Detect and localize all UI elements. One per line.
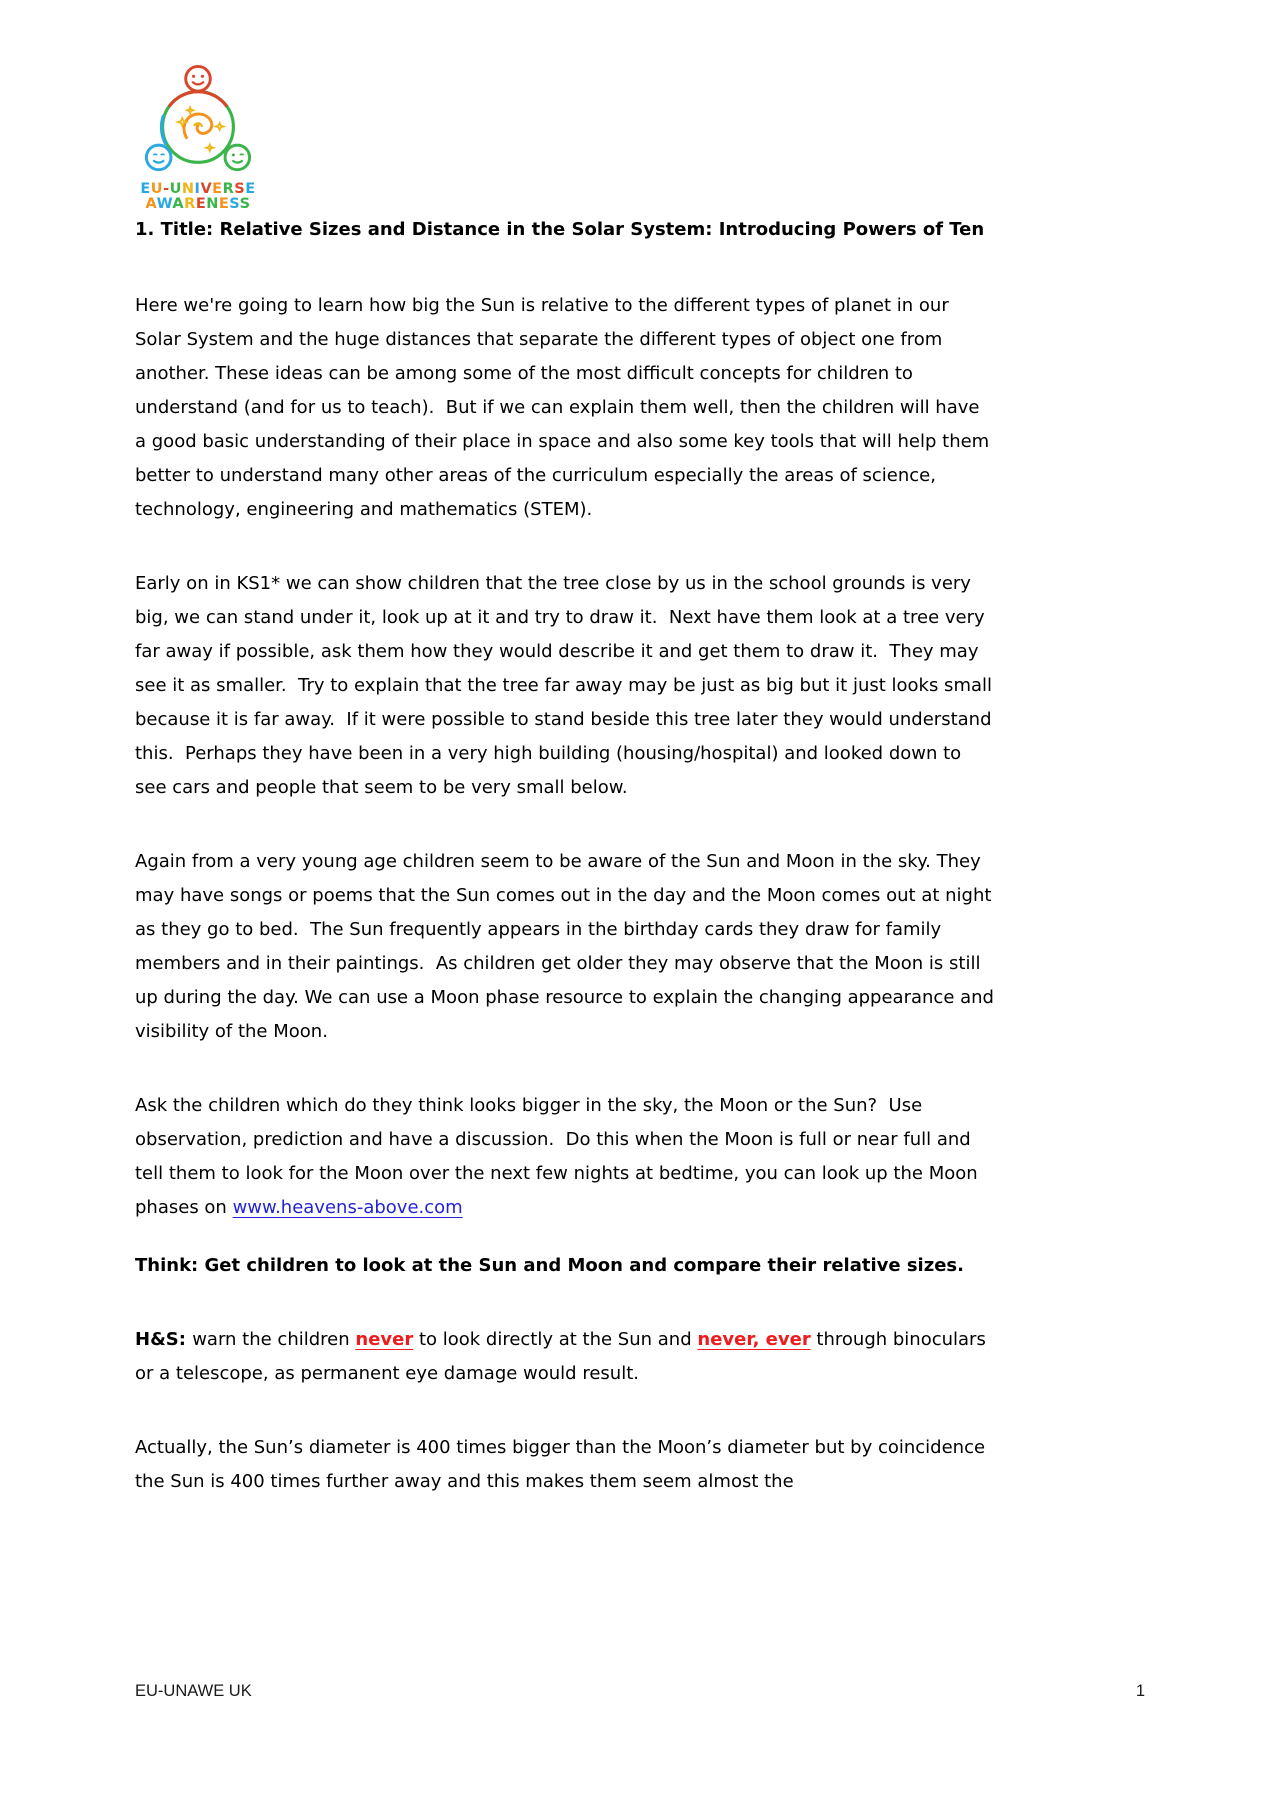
text-run: to look directly at the Sun and: [413, 1329, 698, 1350]
logo-letter: A: [172, 196, 185, 212]
logo-letter: E: [140, 181, 151, 197]
logo-letter: E: [212, 181, 223, 197]
document-title: 1. Title: Relative Sizes and Distance in the Solar System: Introducing Powers of Ten: [135, 219, 985, 240]
heavens-above-link[interactable]: www.heavens-above.com: [232, 1197, 463, 1218]
footer-organisation: EU-UNAWE UK: [135, 1682, 252, 1700]
text-run: Here we're going to learn how big the Sun is relative to the different types of planet in our Solar System and the huge distances that separate the different types of object one from another. These ideas can be among some of the most difficult concepts for children to understand (and for us to teach). But if we can explain them well, then the children will have a good basic understanding of their place in space and also some key tools that will help them better to understand many other areas of the curriculum especially the areas of science, technology, engineering and mathematics (STEM).: [135, 295, 995, 520]
sun-moon-awareness-paragraph: [135, 845, 1000, 1049]
text-run: warn the children: [192, 1329, 356, 1350]
logo-wordmark-line2: [133, 197, 263, 212]
logo-letter: S: [229, 196, 240, 212]
footer-page-number: 1: [1135, 1682, 1145, 1700]
logo-letter: E: [245, 181, 256, 197]
logo-smiley-top-icon: [186, 66, 211, 91]
logo-letter: U: [150, 181, 164, 197]
logo-letter: S: [234, 181, 246, 197]
text-run: never, ever: [697, 1329, 811, 1350]
document-body: [135, 213, 1000, 1539]
text-run: through binoculars or a telescope, as permanent eye damage would result.: [135, 1329, 992, 1384]
logo-letter: E: [218, 196, 230, 212]
text-run: Actually, the Sun’s diameter is 400 times bigger than the Moon’s diameter but by coincidence the Sun is 400 times further away and this makes them seem almost the: [135, 1437, 991, 1492]
logo-letter: V: [200, 181, 213, 197]
think-paragraph: [135, 1249, 995, 1283]
ask-children-paragraph: [135, 1089, 995, 1225]
text-run: Think: Get children to look at the Sun and Moon and compare their relative sizes.: [135, 1255, 964, 1276]
logo-smiley-right-icon: [225, 145, 250, 170]
text-run: Again from a very young age children seem to be aware of the Sun and Moon in the sky. They may have songs or poems that the Sun comes out in the day and the Moon comes out at night as they go to bed. The Sun frequently appears in the birthday cards they draw for family members and in their paintings. As children get older they may observe that the Moon is still up during the day. We can use a Moon phase resource to explain the changing appearance and visibility of the Moon.: [135, 851, 1000, 1042]
text-run: Early on in KS1* we can show children that the tree close by us in the school grounds is very big, we can stand under it, look up at it and try to draw it. Next have them look at a tree very far away if possible, ask them how they would describe it and get them to draw it. They may see it as smaller. Try to explain that the tree far away may be just as big but it just looks small because it is far away. If it were possible to stand beside this tree later they would understand this. Perhaps they have been in a very high building (housing/hospital) and looked down to see cars and people that seem to be very small below.: [135, 573, 998, 798]
logo-wordmark-line1: [133, 182, 263, 197]
page-footer: [135, 1682, 1145, 1701]
logo-letter: E: [195, 196, 207, 212]
health-safety-paragraph: [135, 1323, 995, 1391]
logo-letter: R: [222, 181, 235, 197]
diameter-paragraph: [135, 1431, 995, 1499]
text-run: H&S:: [135, 1329, 193, 1350]
text-run: Ask the children which do they think looks bigger in the sky, the Moon or the Sun? Use observation, prediction and have a discussion. Do this when the Moon is full or near full and tell them to look for the Moon over the next few nights at bedtime, you can look up the Moon phases on: [135, 1095, 984, 1218]
logo-letter: S: [239, 196, 251, 212]
logo-letter: N: [206, 196, 219, 212]
eu-unawe-logo: [133, 64, 263, 212]
logo-letter: W: [156, 196, 173, 212]
logo-letter: N: [181, 181, 195, 197]
logo-letter: U: [169, 181, 182, 197]
logo-letter: -: [163, 181, 170, 197]
universe-awareness-logo-icon: [139, 64, 257, 182]
intro-paragraph: [135, 289, 995, 527]
logo-letter: I: [194, 181, 201, 197]
logo-letter: A: [145, 196, 157, 212]
logo-letter: R: [184, 196, 196, 212]
logo-smiley-left-icon: [146, 145, 171, 170]
ks1-tree-paragraph: [135, 567, 998, 805]
text-run: never: [355, 1329, 414, 1350]
